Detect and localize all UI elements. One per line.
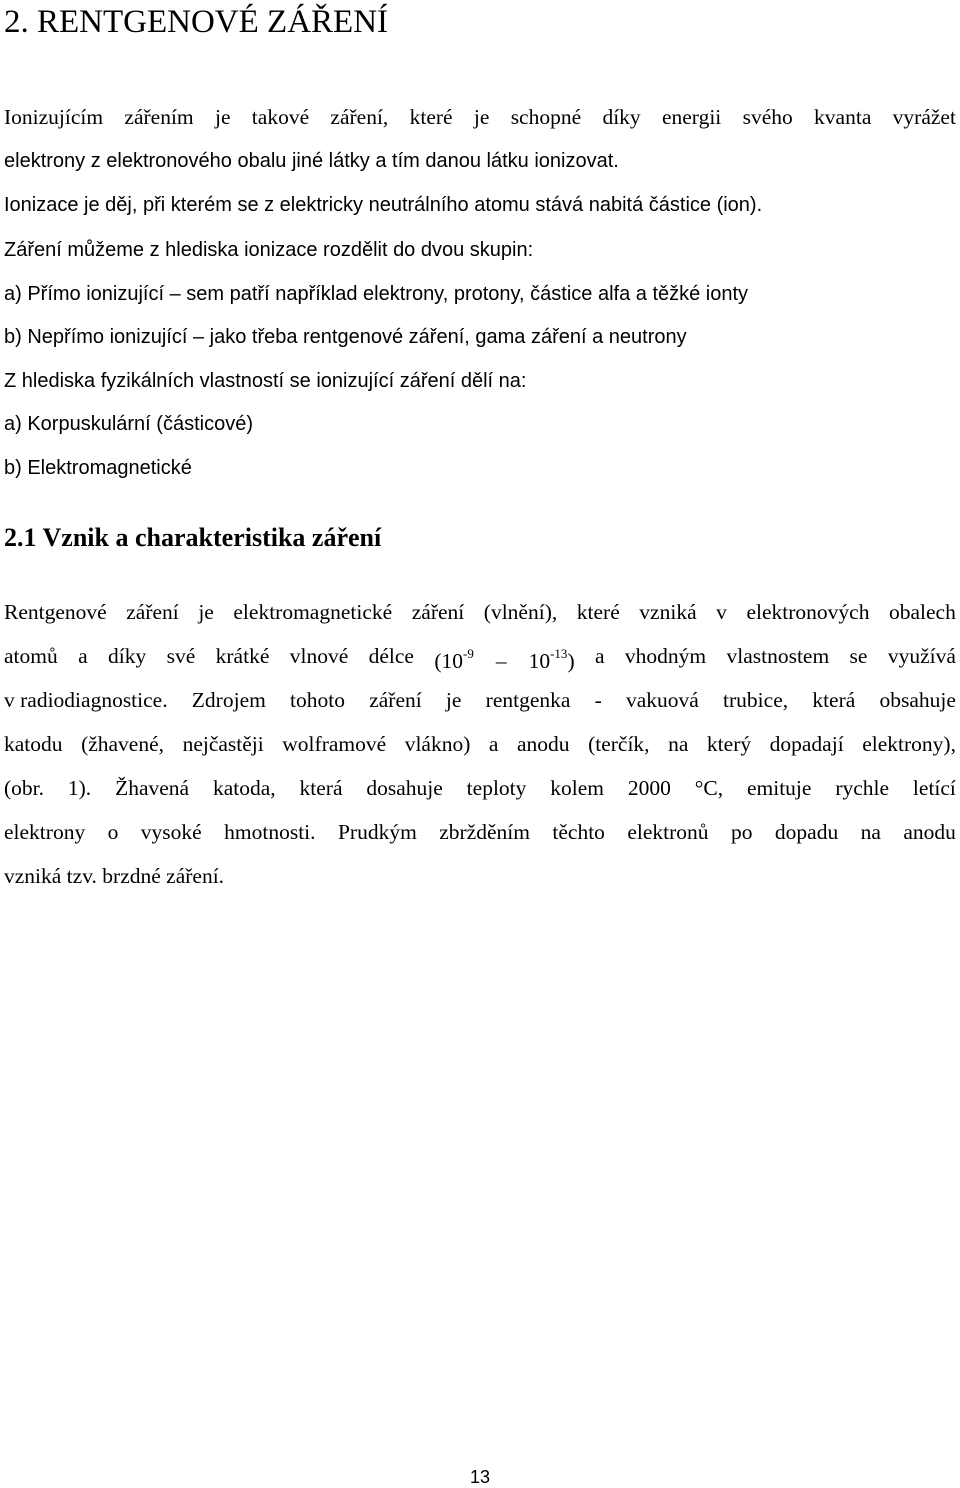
word: rentgenka <box>485 688 571 712</box>
word: energii <box>661 105 722 129</box>
section-title: 2.1 Vznik a charakteristika záření <box>4 523 382 552</box>
word: wolframové <box>282 732 387 756</box>
intro-line-1 <box>4 103 956 131</box>
word: emituje <box>746 776 812 800</box>
paragraph-line-5 <box>4 774 956 802</box>
word: záření <box>126 600 179 624</box>
word: rychle <box>835 776 890 800</box>
word: elektromagnetické <box>233 600 393 624</box>
list-item-electromagnetic: b) Elektromagnetické <box>4 457 192 479</box>
word: elektronů <box>627 820 709 844</box>
word: záření <box>411 600 465 624</box>
word: na <box>860 820 881 844</box>
word: Žhavená <box>115 776 190 800</box>
word: je <box>198 600 214 624</box>
word: který <box>706 732 752 756</box>
word: elektronových <box>746 600 870 624</box>
list-item-direct: a) Přímo ionizující – sem patří například elektrony, protony, částice alfa a těžké ionty <box>4 283 749 305</box>
word: zářením <box>124 105 194 129</box>
word: dosahuje <box>366 776 443 800</box>
word: schopné <box>510 105 582 129</box>
word: a <box>488 732 499 756</box>
word: obsahuje <box>879 688 956 712</box>
word: 2000 <box>627 776 671 800</box>
word: trubice, <box>723 688 789 712</box>
word: v radiodiagnostice. <box>4 688 168 712</box>
page-number: 13 <box>469 1467 491 1487</box>
paragraph-line-2: atomů a díky své krátké vlnové délce $(10^{-9} - 10^{-13})$ a vhodným vlastnostem se využívá <box>4 644 956 674</box>
word: dopadají <box>769 732 844 756</box>
word: kvanta <box>814 105 872 129</box>
word: hmotnosti. <box>224 820 316 844</box>
word: vysoké <box>140 820 202 844</box>
intro-line-4: Záření můžeme z hlediska ionizace rozdělit do dvou skupin: <box>4 239 534 261</box>
word: která <box>812 688 856 712</box>
word: katoda, <box>212 776 276 800</box>
word: v <box>716 600 727 624</box>
word: je <box>445 688 462 712</box>
paragraph-line-1 <box>4 598 956 626</box>
word: (terčík, <box>588 732 650 756</box>
word: vakuová <box>626 688 699 712</box>
word: Ionizujícím <box>4 105 104 129</box>
word: teploty <box>466 776 527 800</box>
chapter-title: 2. RENTGENOVÉ ZÁŘENÍ <box>4 4 389 40</box>
word: elektrony), <box>862 732 956 756</box>
paragraph-line-7: vzniká tzv. brzdné záření. <box>4 864 225 888</box>
word: 1). <box>67 776 92 800</box>
word: nejčastěji <box>182 732 264 756</box>
word: těchto <box>552 820 605 844</box>
word: obalech <box>889 600 956 624</box>
word: Rentgenové <box>4 600 107 624</box>
word: záření <box>369 688 422 712</box>
word: po <box>730 820 753 844</box>
word: tohoto <box>290 688 345 712</box>
word: - <box>594 688 602 712</box>
word: Prudkým <box>337 820 417 844</box>
word: anodu <box>903 820 956 844</box>
word: (žhavené, <box>81 732 165 756</box>
word: je <box>214 105 231 129</box>
word: svého <box>742 105 793 129</box>
paragraph-line-4 <box>4 730 956 758</box>
intro-line-2: elektrony z elektronového obalu jiné látky a tím danou látku ionizovat. <box>4 150 619 172</box>
word: vlákno) <box>404 732 471 756</box>
word: takové <box>251 105 310 129</box>
word: anodu <box>517 732 570 756</box>
wavelength-range: $(10^{-9} - 10^{-13})$ <box>434 646 575 674</box>
word: dopadu <box>774 820 839 844</box>
list-item-indirect: b) Nepřímo ionizující – jako třeba rentgenové záření, gama záření a neutrony <box>4 326 687 348</box>
word: o <box>107 820 119 844</box>
word: díky <box>602 105 641 129</box>
word: (vlnění), <box>483 600 558 624</box>
paragraph-line-3 <box>4 686 956 714</box>
paragraph-line-6 <box>4 818 956 846</box>
word: které <box>409 105 453 129</box>
intro-line-3: Ionizace je děj, při kterém se z elektricky neutrálního atomu stává nabitá částice (ion). <box>4 194 763 216</box>
word: (obr. <box>4 776 45 800</box>
word: kolem <box>550 776 605 800</box>
word: °C, <box>694 776 724 800</box>
word: elektrony <box>4 820 86 844</box>
word: zbržděním <box>439 820 530 844</box>
word: záření, <box>330 105 389 129</box>
word: které <box>576 600 620 624</box>
word: letící <box>912 776 956 800</box>
list-item-corpuscular: a) Korpuskulární (částicové) <box>4 413 253 435</box>
word: katodu <box>4 732 63 756</box>
word: která <box>299 776 343 800</box>
word: je <box>473 105 490 129</box>
word: Zdrojem <box>191 688 266 712</box>
word: na <box>668 732 689 756</box>
intro-line-7: Z hlediska fyzikálních vlastností se ionizující záření dělí na: <box>4 370 527 392</box>
word: vzniká <box>639 600 697 624</box>
word: vyrážet <box>892 105 956 129</box>
